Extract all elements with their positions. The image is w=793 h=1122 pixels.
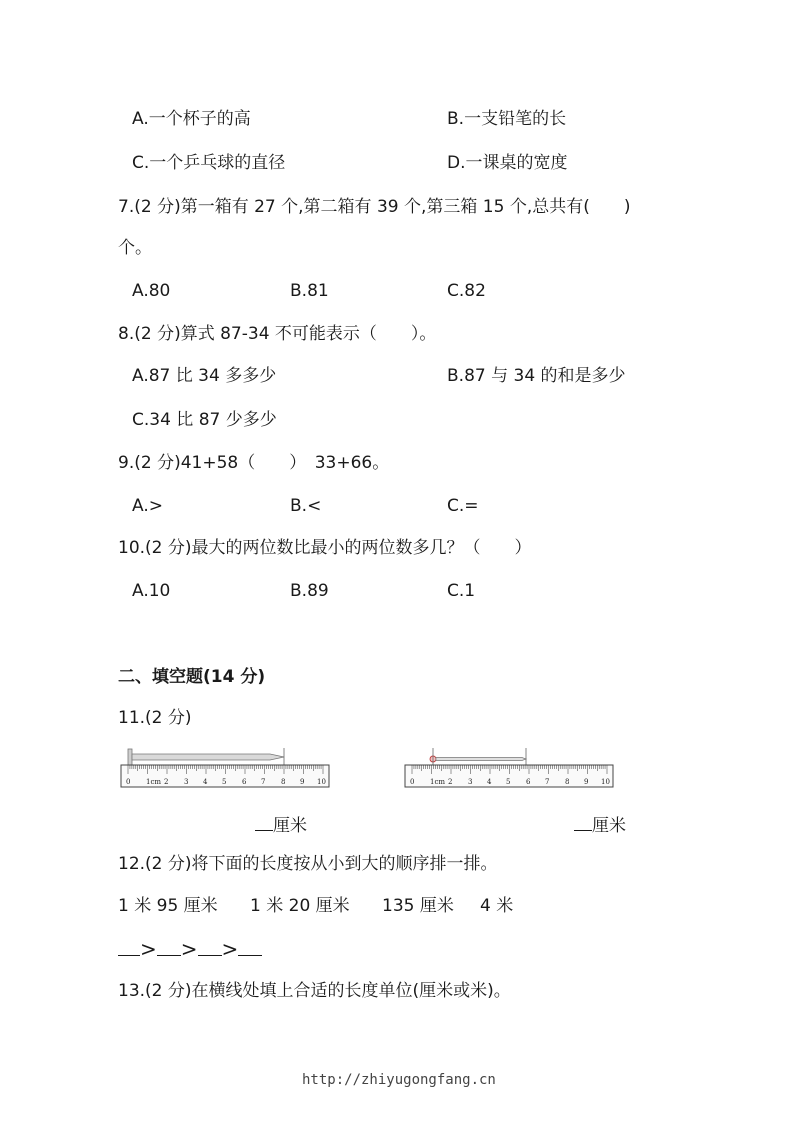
- q11-answer-left: [255, 812, 307, 837]
- q7-option-a: A.80: [132, 281, 171, 301]
- q9-option-c: C.=: [447, 496, 479, 516]
- greater-than-sign: >: [180, 937, 198, 961]
- q10-stem: 10.(2 分)最大的两位数比最小的两位数多几？（ ）: [118, 538, 532, 558]
- ruler-number-6: 6: [526, 778, 531, 786]
- ruler-number-9: 9: [584, 778, 589, 786]
- ruler-number-0: 0: [126, 778, 131, 786]
- q8-option-c: C.34 比 87 少多少: [132, 410, 277, 430]
- q8-stem: 8.(2 分)算式 87-34 不可能表示（ ）。: [118, 324, 437, 344]
- ruler-number-5: 5: [222, 778, 227, 786]
- q10-option-b: B.89: [290, 581, 329, 601]
- q9-stem: 9.(2 分)41+58（ ） 33+66。: [118, 453, 390, 473]
- ruler-unit-label: 1cm: [146, 778, 162, 786]
- ruler-number-2: 2: [448, 778, 453, 786]
- q7-stem-line1: 7.(2 分)第一箱有 27 个,第二箱有 39 个,第三箱 15 个,总共有( ): [118, 197, 631, 217]
- answer-blank[interactable]: [255, 812, 273, 831]
- q6-option-a: A.一个杯子的高: [132, 109, 251, 129]
- unit-label: 厘米: [273, 816, 307, 836]
- ruler-number-0: 0: [410, 778, 415, 786]
- q6-option-c: C.一个乒乓球的直径: [132, 153, 286, 173]
- ruler-with-nail-figure: [120, 746, 332, 790]
- q9-option-a: A.>: [132, 496, 163, 516]
- unit-label: 厘米: [592, 816, 626, 836]
- footer-url[interactable]: http://zhiyugongfang.cn: [302, 1072, 496, 1088]
- ruler-number-5: 5: [506, 778, 511, 786]
- greater-than-sign: >: [140, 937, 157, 961]
- ruler-number-7: 7: [545, 778, 550, 786]
- q10-option-c: C.1: [447, 581, 476, 601]
- ruler-number-9: 9: [300, 778, 305, 786]
- ruler-number-4: 4: [487, 778, 492, 786]
- q12-item-2: 1 米 20 厘米: [250, 896, 350, 916]
- answer-blank[interactable]: [238, 937, 262, 956]
- q11-stem: 11.(2 分): [118, 708, 192, 728]
- q10-option-a: A.10: [132, 581, 171, 601]
- greater-than-sign: >: [221, 937, 239, 961]
- q9-option-b: B.<: [290, 496, 322, 516]
- q12-stem: 12.(2 分)将下面的长度按从小到大的顺序排一排。: [118, 854, 498, 874]
- ruler-number-8: 8: [565, 778, 570, 786]
- ruler-with-pin-figure: [404, 746, 616, 790]
- q8-option-a: A.87 比 34 多多少: [132, 366, 277, 386]
- pin-icon: [430, 756, 526, 762]
- q7-stem-line2: 个。: [118, 238, 152, 258]
- answer-blank[interactable]: [118, 937, 140, 956]
- ruler-number-6: 6: [242, 778, 247, 786]
- q7-option-c: C.82: [447, 281, 486, 301]
- q11-answer-right: [574, 812, 626, 837]
- q6-option-b: B.一支铅笔的长: [447, 109, 567, 129]
- ruler-unit-label: 1cm: [430, 778, 446, 786]
- answer-blank[interactable]: [157, 937, 181, 956]
- nail-icon: [128, 749, 284, 765]
- q8-option-b: B.87 与 34 的和是多少: [447, 366, 626, 386]
- ruler-number-2: 2: [164, 778, 169, 786]
- q12-item-1: 1 米 95 厘米: [118, 896, 218, 916]
- ruler-number-4: 4: [203, 778, 208, 786]
- ruler-number-10: 10: [601, 778, 610, 786]
- q12-item-3: 135 厘米: [382, 896, 454, 916]
- q12-item-4: 4 米: [480, 896, 514, 916]
- q6-option-d: D.一课桌的宽度: [447, 153, 568, 173]
- q12-answer-row: [118, 937, 262, 960]
- answer-blank[interactable]: [198, 937, 222, 956]
- ruler-number-3: 3: [468, 778, 473, 786]
- ruler-number-8: 8: [281, 778, 286, 786]
- ruler-number-3: 3: [184, 778, 189, 786]
- section-title: 二、填空题(14 分): [118, 667, 266, 687]
- ruler-number-7: 7: [261, 778, 266, 786]
- q7-option-b: B.81: [290, 281, 329, 301]
- answer-blank[interactable]: [574, 812, 592, 831]
- q13-stem: 13.(2 分)在横线处填上合适的长度单位(厘米或米)。: [118, 981, 511, 1001]
- ruler-number-10: 10: [317, 778, 326, 786]
